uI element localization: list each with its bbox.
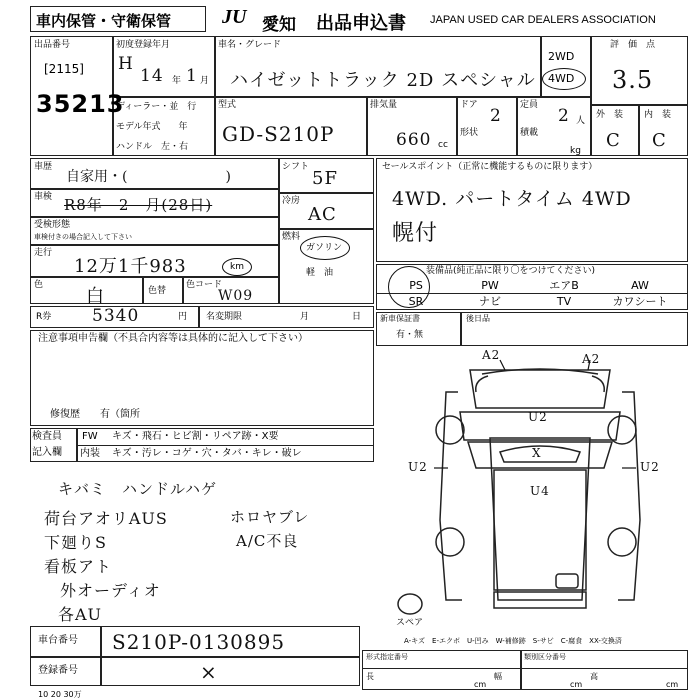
form-title: 出品申込書	[316, 13, 406, 34]
fw-items: キズ・飛石・ヒビ割・リペア跡・X要	[112, 431, 279, 442]
color-change-label: 色替	[148, 286, 167, 296]
registration-label: 初度登録年月	[116, 40, 171, 50]
class-label: 類別区分番号	[524, 653, 566, 661]
diagram-mark-u2-left: U2	[408, 460, 428, 474]
equip-ps: PS	[409, 279, 423, 292]
height-unit: cm	[666, 680, 679, 689]
equip-leather: カワシート	[612, 295, 668, 308]
comment-8: 各AU	[58, 605, 103, 624]
receive-label: 受検形態	[34, 220, 71, 230]
fuel-diesel: 軽 油	[306, 268, 334, 278]
comment-3: ホロヤブレ	[230, 508, 310, 526]
association-name: JAPAN USED CAR DEALERS ASSOCIATION	[430, 14, 656, 26]
seal-label: 後日品	[466, 314, 490, 323]
grade-score: 3.5	[612, 66, 654, 94]
inspection-label: 車検	[34, 192, 53, 202]
diagram-mark-a2-left: A2	[482, 348, 501, 362]
plate-label: 登録番号	[38, 665, 78, 676]
shape-label: 形状	[460, 128, 479, 138]
doors-label: ドア	[460, 100, 478, 110]
fuel-gasoline: ガソリン	[306, 243, 343, 253]
equip-pw: PW	[481, 279, 499, 292]
comment-5: A/C不良	[236, 532, 299, 550]
bottom-row: 10 20 30万	[38, 690, 82, 699]
records-value: 有・無	[396, 330, 424, 340]
inspection-value: R8年 2 月(28日)	[64, 196, 213, 214]
exterior-label: 外 装	[596, 110, 624, 120]
chassis-value: S210P-0130895	[112, 630, 286, 654]
storage-notice: 車内保管・守衛保管	[36, 12, 172, 30]
shift-value: 5F	[312, 168, 338, 189]
color-code-label: 色コード	[186, 280, 223, 290]
displacement-unit: cc	[438, 140, 448, 150]
drive-2wd: 2WD	[548, 50, 575, 63]
exterior-value: C	[606, 130, 621, 151]
displacement-value: 660	[396, 130, 432, 150]
coupon-value: 5340	[92, 306, 140, 326]
fuel-label: 燃料	[282, 232, 301, 242]
coupon-label: R券	[36, 312, 52, 322]
selling-points-line2: 幌付	[392, 221, 439, 246]
selling-points-label: セールスポイント（正常に機能するものに限ります）	[382, 162, 598, 172]
grade-label: 評 価 点	[610, 40, 656, 50]
comment-1: キバミ ハンドルハゲ	[58, 480, 217, 498]
receive-note: 車検付きの場合記入して下さい	[34, 233, 132, 241]
selling-points-line1: 4WD. パートタイム 4WD	[392, 188, 632, 210]
registration-month-unit: 月	[200, 76, 210, 86]
damage-legend: A-キズ E-エクボ U-凹み W-補修跡 S-サビ C-腐食 XX-交換済	[404, 637, 622, 645]
diagram-mark-x: X	[532, 446, 542, 460]
displacement-label: 排気量	[370, 100, 398, 110]
capacity-value: 2	[558, 106, 570, 126]
comment-6: 看板アト	[44, 557, 113, 576]
name-change-day: 日	[352, 312, 362, 322]
type-label: 形式指定番号	[366, 653, 408, 661]
ju-logo: JU	[222, 6, 247, 28]
doors-value: 2	[490, 106, 502, 126]
width-unit: cm	[570, 680, 583, 689]
color-label: 色	[34, 280, 44, 290]
comment-7: 外オーディオ	[60, 581, 161, 600]
diagram-mark-u2-right: U2	[640, 460, 660, 474]
diagram-mark-a2-right: A2	[582, 352, 601, 366]
registration-era: H	[118, 54, 134, 74]
registration-year: 14	[140, 66, 164, 86]
length-unit: cm	[474, 680, 487, 689]
chassis-label: 車台番号	[38, 635, 78, 646]
payload-label: 積載	[520, 128, 539, 138]
registration-month: 1	[186, 66, 198, 86]
name-change-label: 名変期限	[206, 312, 243, 322]
equipment-label: 装備品(純正品に限り〇をつけてください)	[426, 266, 596, 276]
height-label: 高	[590, 672, 598, 681]
lot-code: [2115]	[44, 62, 84, 76]
width-label: 幅	[494, 672, 502, 681]
inspector-label: 検査員	[32, 431, 62, 442]
equip-navi: ナビ	[479, 295, 501, 308]
diagram-mark-u2-top: U2	[528, 410, 548, 424]
interior-grade-value: C	[652, 130, 667, 151]
repair-label: 修復歴 有（箇所	[50, 409, 140, 420]
comment-2: 荷台アオリAUS	[44, 509, 168, 528]
history-value: 自家用・( )	[66, 169, 231, 185]
records-label: 新車保証書	[380, 314, 420, 323]
ac-value: AC	[308, 204, 337, 225]
vehicle-name-label: 車名・グレード	[218, 40, 282, 50]
interior-grade-label: 内 装	[644, 110, 672, 120]
handle-label: ハンドル 左・右	[116, 142, 189, 152]
mileage-value: 12万1千983	[74, 256, 187, 277]
equip-airbag: エアB	[549, 279, 579, 292]
fw-label: FW	[82, 431, 98, 442]
coupon-unit: 円	[178, 312, 188, 322]
comment-4: 下廻りS	[44, 533, 107, 552]
ac-label: 冷房	[282, 196, 301, 206]
payload-unit: kg	[570, 146, 581, 156]
interior-label: 内装	[80, 448, 100, 459]
length-label: 長	[366, 672, 374, 681]
dealer-label: ディーラー・並 行	[116, 102, 197, 112]
lot-number: 35213	[36, 90, 125, 118]
notes-label: 注意事項申告欄（不具合内容等は具体的に記入して下さい）	[38, 333, 308, 344]
diagram-mark-u4: U4	[530, 484, 550, 498]
color-value: 白	[86, 286, 105, 307]
spare-label: スペア	[396, 618, 424, 628]
mileage-unit: km	[230, 262, 244, 272]
interior-items: キズ・汚レ・コゲ・穴・タバ・キレ・破レ	[112, 448, 302, 459]
lot-label: 出品番号	[34, 40, 71, 50]
color-code-value: W09	[218, 288, 254, 304]
plate-value: ×	[200, 660, 218, 684]
drive-4wd: 4WD	[548, 72, 575, 85]
region-name: 愛知	[262, 15, 296, 35]
equip-sr: SR	[408, 295, 424, 308]
capacity-label: 定員	[520, 100, 539, 110]
model-value: GD-S210P	[222, 122, 335, 146]
vehicle-name-value: ハイゼットトラック 2D スペシャル	[230, 70, 536, 91]
mileage-label: 走行	[34, 248, 53, 258]
history-label: 車歴	[34, 162, 53, 172]
entry-label: 記入欄	[32, 447, 62, 458]
name-change-month: 月	[300, 312, 310, 322]
shift-label: シフト	[282, 162, 310, 172]
capacity-unit: 人	[576, 116, 586, 126]
equip-tv: TV	[556, 295, 572, 308]
model-label: 型式	[218, 100, 237, 110]
registration-year-unit: 年	[172, 76, 182, 86]
equip-aw: AW	[631, 279, 649, 292]
model-year-label: モデル年式 年	[116, 122, 188, 132]
